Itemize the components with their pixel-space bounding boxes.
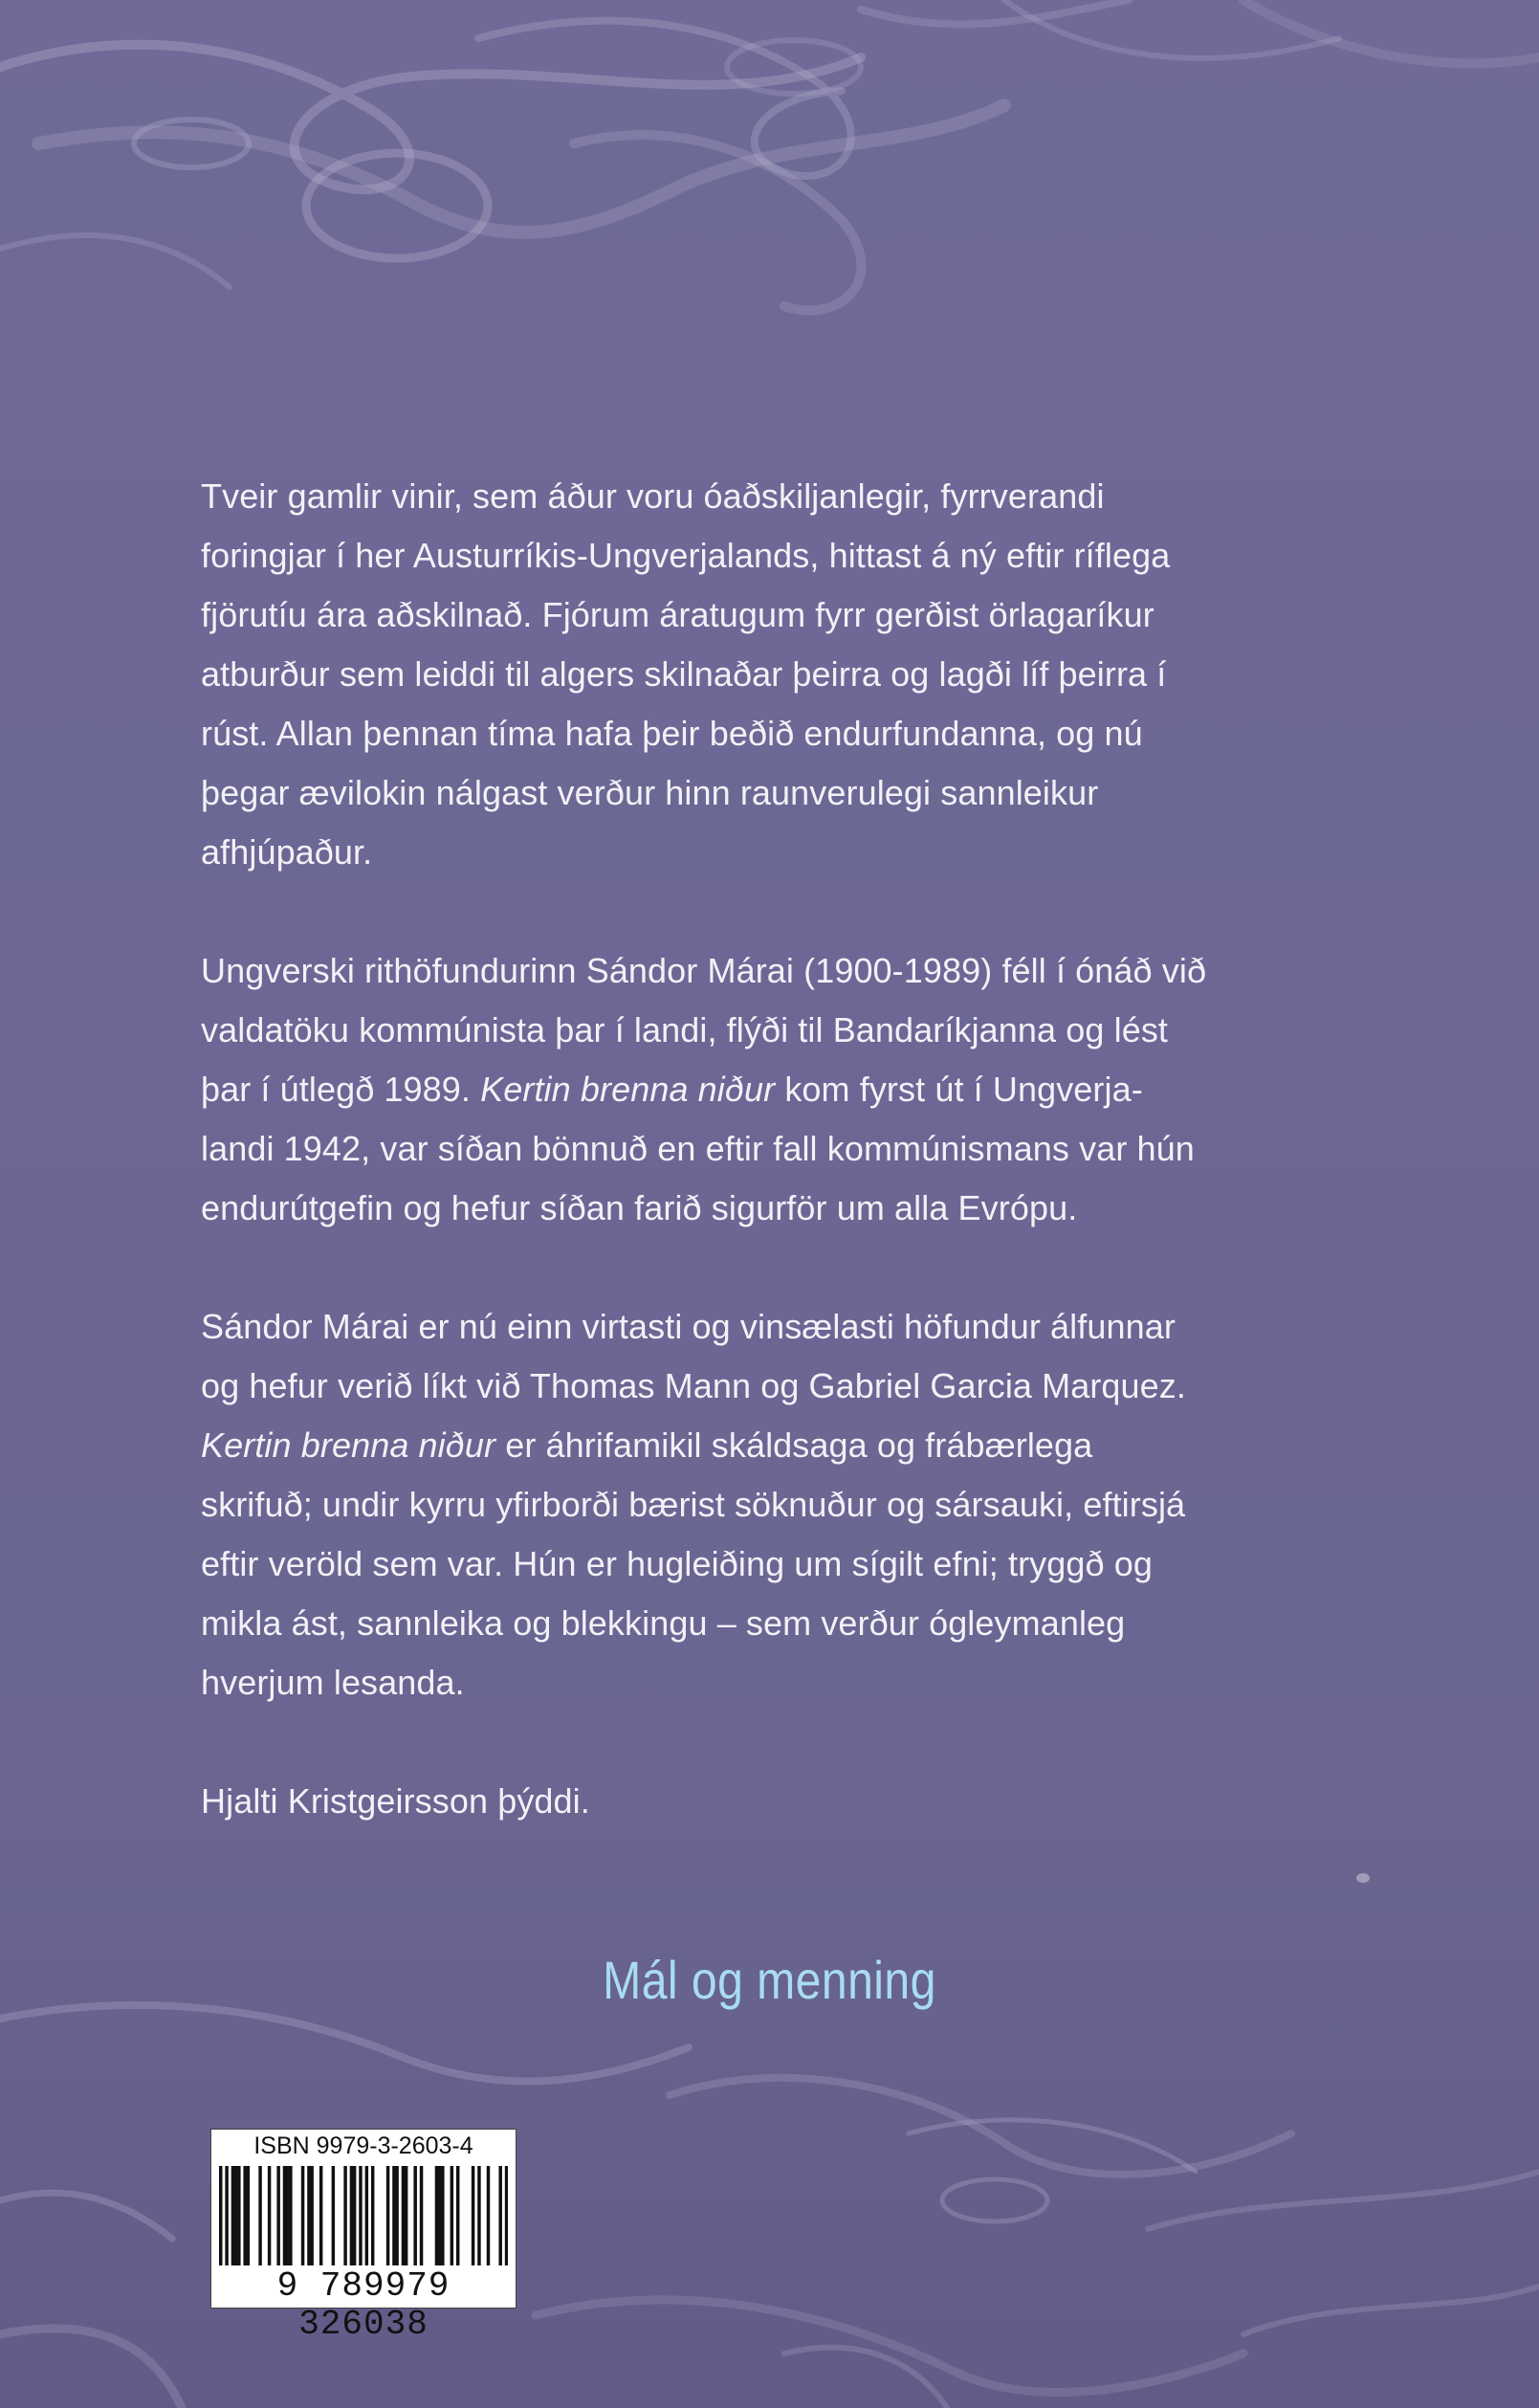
text-line: Tveir gamlir vinir, sem áður voru óaðskiljanlegir, fyrrverandi	[201, 476, 1105, 516]
text-line: og hefur verið líkt við Thomas Mann og Gabriel Garcia Marquez.	[201, 1366, 1187, 1405]
barcode-bar	[395, 2166, 398, 2265]
barcode-bar	[365, 2166, 368, 2265]
barcode-bar	[487, 2166, 490, 2265]
blurb-paragraph-2	[201, 941, 1377, 1238]
text-line: hverjum lesanda.	[201, 1663, 465, 1702]
barcode-bar	[301, 2166, 304, 2265]
barcode-bar	[219, 2166, 222, 2265]
barcode-bar	[413, 2166, 416, 2265]
text-line: mikla ást, sannleika og blekkingu – sem verður ógleymanleg	[201, 1603, 1126, 1643]
print-speck	[1356, 1873, 1370, 1883]
barcode-bar	[286, 2166, 289, 2265]
text-line: Sándor Márai er nú einn virtasti og vinsælasti höfundur álfunnar	[201, 1307, 1176, 1346]
barcode-bar	[276, 2166, 279, 2265]
barcode-bar	[451, 2166, 453, 2265]
publisher-name: Mál og menning	[603, 1950, 936, 2010]
barcode-bar	[498, 2166, 501, 2265]
barcode-icon	[219, 2166, 508, 2265]
book-title-italic: Kertin brenna niður	[201, 1425, 496, 1465]
text-line	[201, 1416, 1377, 1475]
barcode-bar	[353, 2166, 356, 2265]
text-segment: er áhrifamikil skáldsaga og frábærlega	[495, 1425, 1093, 1465]
barcode-bar	[234, 2166, 237, 2265]
text-segment: kom fyrst út í Ungverja-	[775, 1070, 1143, 1109]
barcode-bar	[343, 2166, 346, 2265]
book-title-italic: Kertin brenna niður	[480, 1070, 776, 1109]
barcode-bar	[231, 2166, 234, 2265]
barcode-bar	[307, 2166, 310, 2265]
barcode-bar	[438, 2166, 441, 2265]
barcode-bar	[237, 2166, 240, 2265]
blurb-text	[201, 467, 1377, 1831]
blurb-paragraph-1	[201, 467, 1377, 882]
barcode-bar	[332, 2166, 335, 2265]
barcode-bar	[441, 2166, 444, 2265]
barcode-bar	[420, 2166, 423, 2265]
text-line: valdatöku kommúnista þar í landi, flýði til Bandaríkjanna og lést	[201, 1010, 1169, 1049]
barcode-bar	[371, 2166, 374, 2265]
text-line: Hjalti Kristgeirsson þýddi.	[201, 1781, 590, 1821]
barcode-bar	[319, 2166, 322, 2265]
barcode-bar	[405, 2166, 407, 2265]
text-segment: þar í útlegð 1989.	[201, 1070, 481, 1109]
barcode-bar	[243, 2166, 246, 2265]
text-line	[201, 1060, 1377, 1119]
barcode-bar	[350, 2166, 353, 2265]
text-line: þegar ævilokin nálgast verður hinn raunverulegi sannleikur	[201, 773, 1099, 812]
isbn-barcode-box	[210, 2129, 517, 2344]
translator-credit	[201, 1772, 1377, 1831]
barcode-bar	[359, 2166, 362, 2265]
barcode-bar	[310, 2166, 313, 2265]
barcode-bar	[386, 2166, 389, 2265]
barcode-bar	[435, 2166, 438, 2265]
barcode-bar	[268, 2166, 271, 2265]
text-line: rúst. Allan þennan tíma hafa þeir beðið endurfundanna, og nú	[201, 714, 1143, 753]
barcode-bar	[472, 2166, 474, 2265]
text-line: landi 1942, var síðan bönnuð en eftir fall kommúnismans var hún	[201, 1129, 1195, 1168]
text-line: eftir veröld sem var. Hún er hugleiðing um sígilt efni; tryggð og	[201, 1544, 1153, 1583]
barcode-bar	[289, 2166, 292, 2265]
barcode-bar	[477, 2166, 480, 2265]
isbn-label: ISBN 9979-3-2603-4	[253, 2132, 473, 2159]
barcode-bar	[283, 2166, 286, 2265]
barcode-bar	[258, 2166, 261, 2265]
barcode-bar	[505, 2166, 508, 2265]
barcode-bar	[392, 2166, 395, 2265]
barcode-bar	[225, 2166, 228, 2265]
text-line: Ungverski rithöfundurinn Sándor Márai (1900-1989) féll í ónáð við	[201, 951, 1207, 990]
text-line: afhjúpaður.	[201, 832, 373, 872]
text-line: foringjar í her Austurríkis-Ungverjalands, hittast á ný eftir ríflega	[201, 536, 1171, 575]
blurb-paragraph-3	[201, 1297, 1377, 1712]
ean-number: 9 789979 326038	[276, 2266, 451, 2344]
text-line: endurútgefin og hefur síðan farið sigurför um alla Evrópu.	[201, 1188, 1078, 1227]
barcode-bar	[456, 2166, 459, 2265]
barcode-bar	[247, 2166, 250, 2265]
text-line: atburður sem leiddi til algers skilnaðar þeirra og lagði líf þeirra í	[201, 654, 1167, 694]
barcode-bar	[402, 2166, 405, 2265]
text-line: skrifuð; undir kyrru yfirborði bærist söknuður og sársauki, eftirsjá	[201, 1485, 1186, 1524]
text-line: fjörutíu ára aðskilnað. Fjórum áratugum fyrr gerðist örlagaríkur	[201, 595, 1154, 634]
